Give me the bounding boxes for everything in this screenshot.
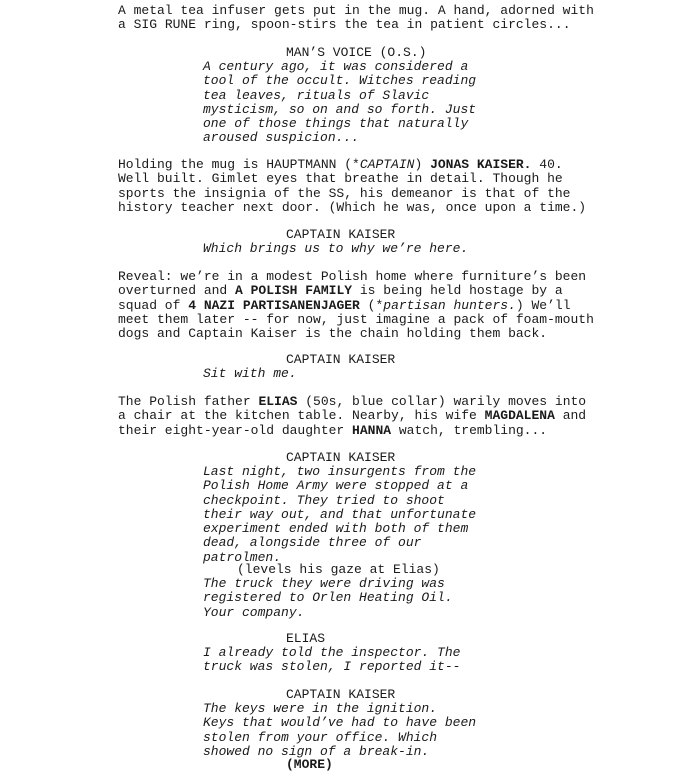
character-cue-captain-kaiser: CAPTAIN KAISER	[286, 687, 396, 702]
character-cue-captain-kaiser: CAPTAIN KAISER	[286, 450, 396, 465]
dialogue-elias: I already told the inspector. The truck was stolen, I reported it--	[203, 645, 461, 675]
polish-family-text: A POLISH FAMILY	[235, 283, 353, 299]
action-line: A metal tea infuser gets put in the mug. A hand, adorned with	[118, 3, 594, 18]
character-cue-mans-voice: MAN’S VOICE (O.S.)	[286, 45, 427, 60]
more-continuation: (MORE)	[286, 757, 333, 772]
character-cue-elias: ELIAS	[286, 631, 326, 646]
dialogue-mans-voice: A century ago, it was considered a tool of the occult. Witches reading tea leaves, rituals of Slavic mysticism, so on and so forth. Just one of those things that naturally aroused suspicion...	[203, 59, 477, 146]
action-reveal: Reveal: we’re in a modest Polish home where furniture’s been overturned and A POLISH FAMILY is being held hostage by a squad of 4 NAZI PARTISANENJAGER (*partisan hunters.) We’ll meet them later -- for now, just imagine a pack of foam-mouth dogs and Captain Kaiser is the chain holding them back.	[118, 269, 594, 342]
character-intro-jonas-kaiser: JONAS KAISER.	[430, 157, 532, 172]
action-hauptmann: Holding the mug is HAUPTMANN (*CAPTAIN) JONAS KAISER. 40. Well built. Gimlet eyes that breathe in detail. Though he sports the insignia of the SS, his demeanor is that of the history teacher next door. (Which he was, once upon a time.)	[118, 157, 587, 215]
action-line: a SIG RUNE ring, spoon-stirs the tea in patient circles...	[118, 17, 571, 33]
character-intro-elias: ELIAS	[258, 394, 298, 409]
character-cue-captain-kaiser: CAPTAIN KAISER	[286, 352, 396, 367]
dialogue-captain-kaiser: Which brings us to why we’re here.	[203, 241, 469, 256]
sig-rune-text: SIG RUNE	[133, 17, 197, 33]
dialogue-captain-kaiser: Last night, two insurgents from the Polish Home Army were stopped at a checkpoint. They tried to shoot their way out, and that unfortunate experiment ended with both of them dead, alongside three of our patrolmen.	[203, 464, 477, 565]
dialogue-captain-kaiser: The truck they were driving was registered to Orlen Heating Oil. Your company.	[203, 576, 453, 620]
action-infuser	[118, 4, 594, 33]
dialogue-captain-kaiser: Sit with me.	[203, 366, 297, 381]
character-intro-hanna: HANNA	[352, 422, 392, 438]
character-cue-captain-kaiser: CAPTAIN KAISER	[286, 227, 396, 242]
partisanenjager-text: 4 NAZI PARTISANENJAGER	[188, 297, 360, 313]
action-polish-father: The Polish father ELIAS (50s, blue collar) warily moves into a chair at the kitchen table. Nearby, his wife MAGDALENA and their eight-year-old daughter HANNA watch, trembling...	[118, 394, 587, 438]
dialogue-captain-kaiser: The keys were in the ignition. Keys that would’ve had to have been stolen from your office. Which showed no sign of a break-in.	[203, 701, 477, 759]
character-intro-magdalena: MAGDALENA	[484, 408, 555, 424]
parenthetical: (levels his gaze at Elias)	[237, 562, 440, 577]
